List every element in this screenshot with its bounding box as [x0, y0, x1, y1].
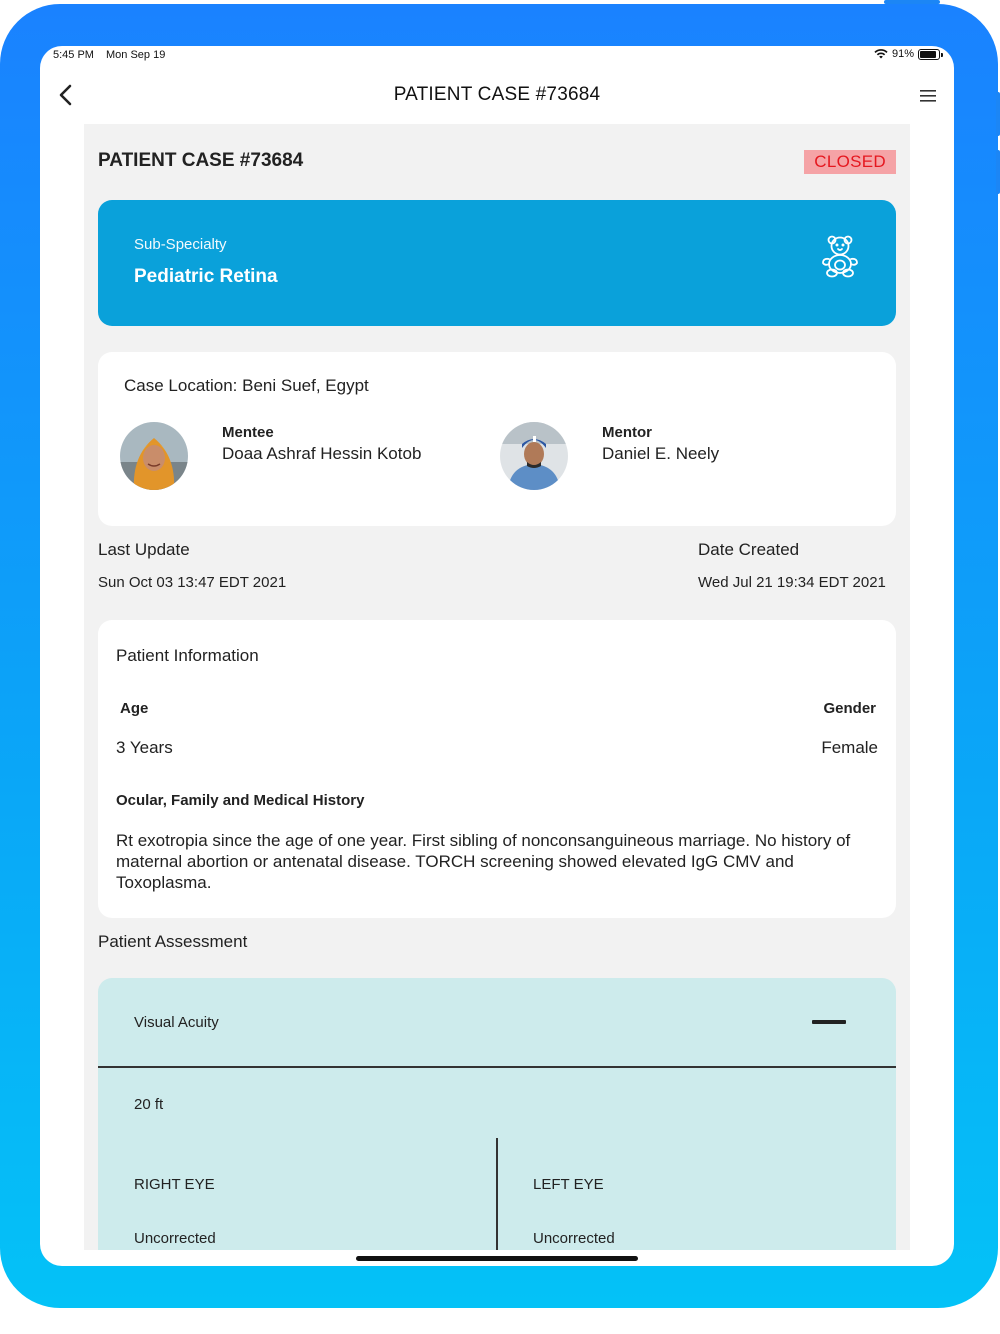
mentor-avatar — [500, 422, 568, 490]
app-screen — [40, 46, 954, 1266]
battery-icon — [918, 49, 940, 60]
mentee-name: Doaa Ashraf Hessin Kotob — [222, 444, 422, 463]
sub-specialty-label: Sub-Specialty — [134, 236, 227, 253]
history-label: Ocular, Family and Medical History — [116, 792, 365, 809]
eye-column-divider — [496, 1138, 498, 1250]
device-top-button — [884, 0, 940, 4]
left-eye-label: LEFT EYE — [533, 1176, 604, 1193]
last-update-label: Last Update — [98, 540, 190, 559]
patient-information-card — [98, 620, 896, 918]
visual-acuity-header[interactable]: Visual Acuity — [134, 1014, 219, 1031]
teddy-bear-icon — [818, 234, 862, 278]
case-location: Case Location: Beni Suef, Egypt — [124, 376, 369, 395]
nav-bar — [40, 68, 954, 124]
test-distance: 20 ft — [134, 1096, 164, 1113]
status-date: Mon Sep 19 — [106, 49, 166, 61]
status-right — [874, 48, 940, 60]
case-dates — [98, 540, 896, 600]
last-update-value: Sun Oct 03 13:47 EDT 2021 — [98, 574, 287, 591]
status-time: 5:45 PM — [53, 49, 94, 61]
right-eye-correction: Uncorrected — [134, 1230, 216, 1247]
visual-acuity-panel — [98, 978, 896, 1250]
right-eye-label: RIGHT EYE — [134, 1176, 215, 1193]
sub-specialty-value: Pediatric Retina — [134, 266, 278, 287]
case-heading: PATIENT CASE #73684 — [98, 150, 304, 171]
gender-label: Gender — [823, 700, 876, 717]
hamburger-menu-icon[interactable] — [916, 86, 940, 106]
mentee-role: Mentee — [222, 424, 274, 441]
case-location-card — [98, 352, 896, 526]
battery-percent: 91% — [891, 48, 914, 60]
collapse-minus-icon[interactable] — [812, 1020, 846, 1024]
status-badge: CLOSED — [804, 150, 896, 174]
mentee-avatar — [120, 422, 188, 490]
left-eye-correction: Uncorrected — [533, 1230, 615, 1247]
nav-title: PATIENT CASE #73684 — [393, 84, 601, 105]
gender-value: Female — [821, 738, 878, 757]
date-created-label: Date Created — [698, 540, 800, 559]
history-value: Rt exotropia since the age of one year. First sibling of nonconsanguineous marriage. No history of maternal abortion or antenatal disease. TORCH screening showed elevated IgG CMV and Toxoplasma. — [116, 831, 851, 892]
status-bar — [40, 46, 954, 68]
wifi-icon — [874, 49, 888, 59]
age-label: Age — [120, 700, 149, 717]
battery-fill — [920, 51, 936, 58]
mentor-role: Mentor — [602, 424, 652, 441]
device-volume-up — [996, 92, 1000, 136]
home-indicator[interactable] — [356, 1256, 638, 1261]
sub-specialty-card — [98, 200, 896, 326]
patient-information-title: Patient Information — [116, 646, 259, 665]
panel-divider — [98, 1066, 896, 1068]
date-created-value: Wed Jul 21 19:34 EDT 2021 — [698, 574, 886, 591]
case-content[interactable] — [84, 124, 910, 1250]
mentor-name: Daniel E. Neely — [602, 444, 720, 463]
patient-assessment-title: Patient Assessment — [98, 932, 248, 951]
device-volume-down — [996, 150, 1000, 194]
age-value: 3 Years — [116, 738, 173, 757]
